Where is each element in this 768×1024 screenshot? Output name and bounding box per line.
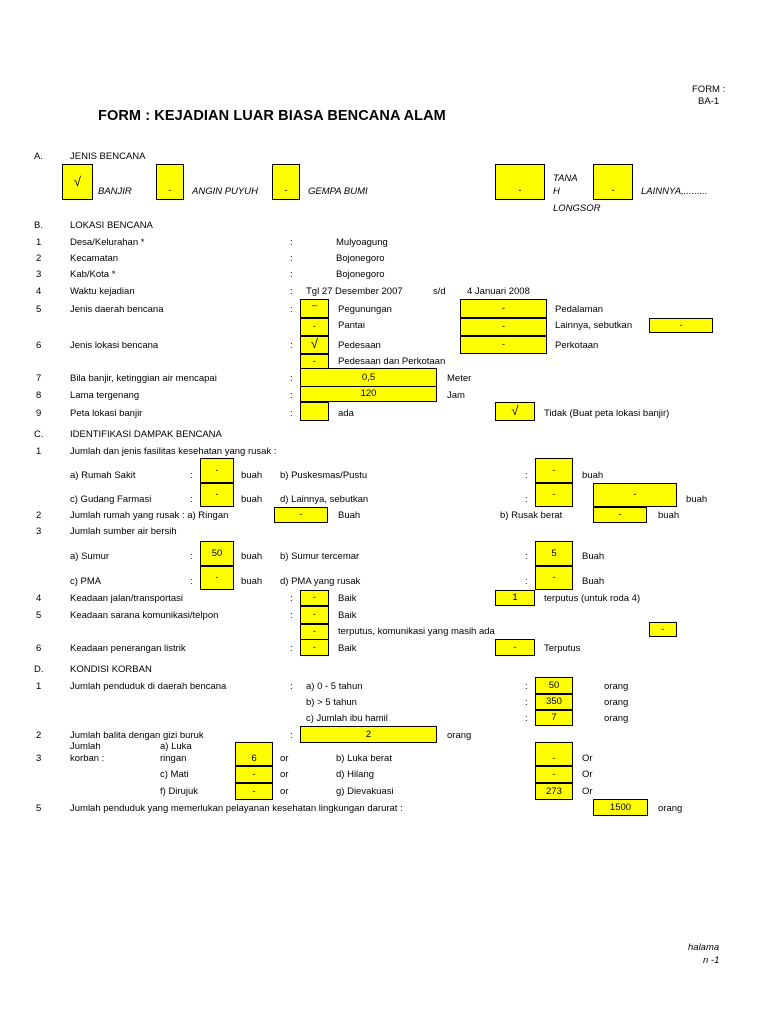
peta-tidak-checkbox[interactable]: √ (495, 402, 535, 421)
gudang-farmasi-unit: buah (241, 494, 263, 505)
banjir-checkbox[interactable]: √ (62, 164, 93, 200)
penduduk-label: Jumlah penduduk di daerah bencana (70, 681, 227, 692)
colon: : (290, 340, 293, 351)
luka-ringan-unit: or (280, 753, 289, 764)
section-c-letter: C. (34, 429, 44, 440)
row-number: 6 (36, 643, 42, 654)
ibu-hamil-unit: orang (604, 713, 629, 724)
jalan-baik-label: Baik (338, 593, 357, 604)
colon: : (290, 610, 293, 621)
row-number: 3 (36, 753, 42, 764)
waktu-sd: s/d (433, 286, 446, 297)
pma-label: c) PMA (70, 576, 102, 587)
colon: : (290, 408, 293, 419)
jalan-label: Keadaan jalan/transportasi (70, 593, 184, 604)
ketinggian-air-unit: Meter (447, 373, 472, 384)
gempa-bumi-label: GEMPA BUMI (308, 186, 368, 197)
ketinggian-air-label: Bila banjir, ketinggian air mencapai (70, 373, 217, 384)
mati-unit: or (280, 769, 289, 780)
dievakuasi-label: g) Dievakuasi (336, 786, 394, 797)
pedesaan-perkotaan-checkbox[interactable]: - (300, 354, 329, 369)
listrik-baik-checkbox[interactable]: - (300, 639, 329, 656)
lainnya-daerah-label: Lainnya, sebutkan (555, 320, 633, 331)
banjir-label: BANJIR (98, 186, 132, 197)
sumur-tercemar-unit: Buah (582, 551, 605, 562)
rumah-ringan-input[interactable]: - (274, 507, 328, 523)
rumah-sakit-label: a) Rumah Sakit (70, 470, 136, 481)
jalan-terputus-input[interactable]: 1 (495, 590, 535, 606)
form-code-number: BA-1 (698, 96, 720, 107)
sumur-unit: buah (241, 551, 263, 562)
ketinggian-air-input[interactable]: 0,5 (300, 368, 437, 387)
lainnya-fasilitas-unit: buah (686, 494, 708, 505)
desa-label: Desa/Kelurahan * (70, 237, 145, 248)
gizi-buruk-unit: orang (447, 730, 472, 741)
peta-ada-label: ada (338, 408, 354, 419)
puskesmas-input[interactable]: - (535, 458, 573, 483)
colon: : (290, 237, 293, 248)
hilang-input[interactable]: - (535, 766, 573, 783)
ibu-hamil-input[interactable]: 7 (535, 710, 573, 726)
sumur-input[interactable]: 50 (200, 541, 234, 566)
sumur-tercemar-input[interactable]: 5 (535, 541, 573, 566)
colon: : (290, 269, 293, 280)
row-number: 9 (36, 408, 42, 419)
jalan-terputus-label: terputus (untuk roda 4) (544, 593, 641, 604)
angin-puyuh-label: ANGIN PUYUH (192, 186, 258, 197)
lainnya-checkbox[interactable]: - (593, 164, 633, 200)
colon: : (525, 576, 528, 587)
desa-value: Mulyoagung (336, 237, 388, 248)
colon: : (525, 681, 528, 692)
peta-ada-checkbox[interactable] (300, 402, 329, 421)
tanah-longsor-label-2: H (553, 186, 560, 197)
kabkota-value: Bojonegoro (336, 269, 385, 280)
lainnya-daerah-checkbox[interactable]: - (460, 318, 547, 336)
hilang-unit: Or (582, 769, 593, 780)
komunikasi-baik-label: Baik (338, 610, 357, 621)
luka-berat-input[interactable]: - (535, 742, 573, 766)
colon: : (525, 551, 528, 562)
mati-input[interactable]: - (235, 766, 273, 783)
listrik-label: Keadaan penerangan listrik (70, 643, 186, 654)
rumah-sakit-unit: buah (241, 470, 263, 481)
colon: : (290, 286, 293, 297)
lainnya-fasilitas-input-1[interactable]: - (535, 483, 573, 507)
perkotaan-checkbox[interactable]: - (460, 336, 547, 354)
luka-berat-unit: Or (582, 753, 593, 764)
komunikasi-terputus-label: terputus, komunikasi yang masih ada (338, 626, 495, 637)
colon: : (290, 253, 293, 264)
pegunungan-checkbox[interactable]: – (300, 299, 329, 318)
row-number: 4 (36, 286, 42, 297)
waktu-label: Waktu kejadian (70, 286, 135, 297)
pma-rusak-label: d) PMA yang rusak (280, 576, 361, 587)
usia-0-5-unit: orang (604, 681, 629, 692)
row-number: 1 (36, 446, 42, 457)
luka-berat-label: b) Luka berat (336, 753, 392, 764)
pedesaan-perkotaan-label: Pedesaan dan Perkotaan (338, 356, 446, 367)
pma-input[interactable]: - (200, 566, 234, 590)
colon: : (290, 304, 293, 315)
gudang-farmasi-input[interactable]: - (200, 483, 234, 507)
peta-lokasi-label: Peta lokasi banjir (70, 408, 143, 419)
colon: : (290, 373, 293, 384)
section-a-title: JENIS BENCANA (70, 151, 146, 162)
dirujuk-input[interactable]: - (235, 783, 273, 800)
colon: : (525, 713, 528, 724)
section-a-letter: A. (34, 151, 43, 162)
page-number-2: n -1 (703, 955, 720, 966)
ibu-hamil-label: c) Jumlah ibu hamil (306, 713, 388, 724)
sumur-tercemar-label: b) Sumur tercemar (280, 551, 360, 562)
mati-label: c) Mati (160, 769, 189, 780)
jenis-lokasi-label: Jenis lokasi bencana (70, 340, 159, 351)
row-number: 2 (36, 730, 42, 741)
waktu-to: 4 Januari 2008 (467, 286, 530, 297)
gizi-buruk-input[interactable]: 2 (300, 726, 437, 743)
row-number: 3 (36, 269, 42, 280)
luka-ringan-input[interactable]: 6 (235, 742, 273, 766)
pedalaman-checkbox[interactable]: - (460, 299, 547, 318)
komunikasi-label: Keadaan sarana komunikasi/telpon (70, 610, 219, 621)
colon: : (525, 494, 528, 505)
dirujuk-unit: or (280, 786, 289, 797)
listrik-terputus-checkbox[interactable]: - (495, 639, 535, 656)
rumah-rusak-label: Jumlah rumah yang rusak : a) Ringan (70, 510, 229, 521)
dirujuk-label: f) Dirujuk (160, 786, 199, 797)
perkotaan-label: Perkotaan (555, 340, 599, 351)
angin-puyuh-checkbox[interactable]: - (156, 164, 184, 200)
rumah-sakit-input[interactable]: - (200, 458, 234, 483)
colon: : (190, 551, 193, 562)
sumber-air-label: Jumlah sumber air bersih (70, 526, 177, 537)
pedesaan-checkbox[interactable]: √ (300, 336, 329, 354)
puskesmas-unit: buah (582, 470, 604, 481)
pma-rusak-input[interactable]: - (535, 566, 573, 590)
waktu-from: Tgl 27 Desember 2007 (306, 286, 403, 297)
kabkota-label: Kab/Kota * (70, 269, 116, 280)
lainnya-fasilitas-label: d) Lainnya, sebutkan (280, 494, 369, 505)
usia-5-plus-label: b) > 5 tahun (306, 697, 357, 708)
luka-ringan-label-2: ringan (160, 753, 187, 764)
usia-0-5-label: a) 0 - 5 tahun (306, 681, 363, 692)
pantai-checkbox[interactable]: - (300, 318, 329, 336)
pegunungan-label: Pegunungan (338, 304, 392, 315)
colon: : (290, 643, 293, 654)
pedalaman-label: Pedalaman (555, 304, 604, 315)
colon: : (290, 730, 293, 741)
rumah-ringan-unit: Buah (338, 510, 361, 521)
korban-label-1: Jumlah (70, 741, 101, 752)
tanah-longsor-label-3: LONGSOR (553, 203, 601, 214)
jenis-daerah-label: Jenis daerah bencana (70, 304, 164, 315)
rusak-berat-label: b) Rusak berat (500, 510, 563, 521)
colon: : (525, 470, 528, 481)
row-number: 4 (36, 593, 42, 604)
lama-tergenang-label: Lama tergenang (70, 390, 140, 401)
pantai-label: Pantai (338, 320, 365, 331)
jalan-baik-checkbox[interactable]: - (300, 590, 329, 606)
row-number: 5 (36, 803, 42, 814)
tanah-longsor-label-1: TANA (553, 173, 578, 184)
section-d-letter: D. (34, 664, 44, 675)
peta-tidak-label: Tidak (Buat peta lokasi banjir) (544, 408, 670, 419)
colon: : (190, 576, 193, 587)
lainnya-fasilitas-input-2[interactable]: - (593, 483, 677, 507)
pelayanan-darurat-unit: orang (658, 803, 683, 814)
fasilitas-rusak-label: Jumlah dan jenis fasilitas kesehatan yang rusak : (70, 446, 277, 457)
row-number: 1 (36, 681, 42, 692)
usia-5-plus-unit: orang (604, 697, 629, 708)
pelayanan-darurat-input[interactable]: 1500 (593, 799, 648, 816)
row-number: 5 (36, 304, 42, 315)
colon: : (525, 697, 528, 708)
dievakuasi-unit: Or (582, 786, 593, 797)
colon: : (290, 390, 293, 401)
lama-tergenang-unit: Jam (447, 390, 465, 401)
section-c-title: IDENTIFIKASI DAMPAK BENCANA (70, 429, 222, 440)
luka-ringan-label-1: a) Luka (160, 741, 192, 752)
row-number: 2 (36, 253, 42, 264)
row-number: 1 (36, 237, 42, 248)
form-code: FORM : (692, 84, 726, 95)
listrik-baik-label: Baik (338, 643, 357, 654)
colon: : (290, 681, 293, 692)
row-number: 3 (36, 526, 42, 537)
komunikasi-baik-checkbox[interactable]: - (300, 606, 329, 624)
pma-rusak-unit: Buah (582, 576, 605, 587)
row-number: 7 (36, 373, 42, 384)
section-b-letter: B. (34, 220, 43, 231)
gudang-farmasi-label: c) Gudang Farmasi (70, 494, 152, 505)
colon: : (190, 470, 193, 481)
section-b-title: LOKASI BENCANA (70, 220, 153, 231)
puskesmas-label: b) Puskesmas/Pustu (280, 470, 368, 481)
page-number-1: halama (688, 942, 720, 953)
gizi-buruk-label: Jumlah balita dengan gizi buruk (70, 730, 204, 741)
tanah-longsor-checkbox[interactable]: - (495, 164, 545, 200)
page-title: FORM : KEJADIAN LUAR BIASA BENCANA ALAM (98, 108, 446, 124)
gempa-bumi-checkbox[interactable]: - (272, 164, 300, 200)
listrik-terputus-label: Terputus (544, 643, 581, 654)
komunikasi-ada-input[interactable]: - (649, 622, 677, 637)
hilang-label: d) Hilang (336, 769, 375, 780)
kecamatan-label: Kecamatan (70, 253, 119, 264)
rusak-berat-input[interactable]: - (593, 507, 647, 523)
lainnya-label: LAINNYA,......... (641, 186, 708, 197)
rusak-berat-unit: buah (658, 510, 680, 521)
kecamatan-value: Bojonegoro (336, 253, 385, 264)
sumur-label: a) Sumur (70, 551, 110, 562)
pma-unit: buah (241, 576, 263, 587)
lama-tergenang-input[interactable]: 120 (300, 386, 437, 402)
row-number: 2 (36, 510, 42, 521)
korban-label-2: korban : (70, 753, 105, 764)
pelayanan-darurat-label: Jumlah penduduk yang memerlukan pelayanan kesehatan lingkungan darurat : (70, 803, 403, 814)
row-number: 5 (36, 610, 42, 621)
row-number: 8 (36, 390, 42, 401)
dievakuasi-input[interactable]: 273 (535, 783, 573, 800)
colon: : (290, 593, 293, 604)
komunikasi-terputus-checkbox[interactable]: - (300, 624, 329, 640)
section-d-title: KONDISI KORBAN (70, 664, 152, 675)
row-number: 6 (36, 340, 42, 351)
colon: : (190, 494, 193, 505)
pedesaan-label: Pedesaan (338, 340, 381, 351)
usia-5-plus-input[interactable]: 350 (535, 694, 573, 710)
lainnya-daerah-input[interactable]: - (649, 318, 713, 333)
usia-0-5-input[interactable]: 50 (535, 677, 573, 694)
